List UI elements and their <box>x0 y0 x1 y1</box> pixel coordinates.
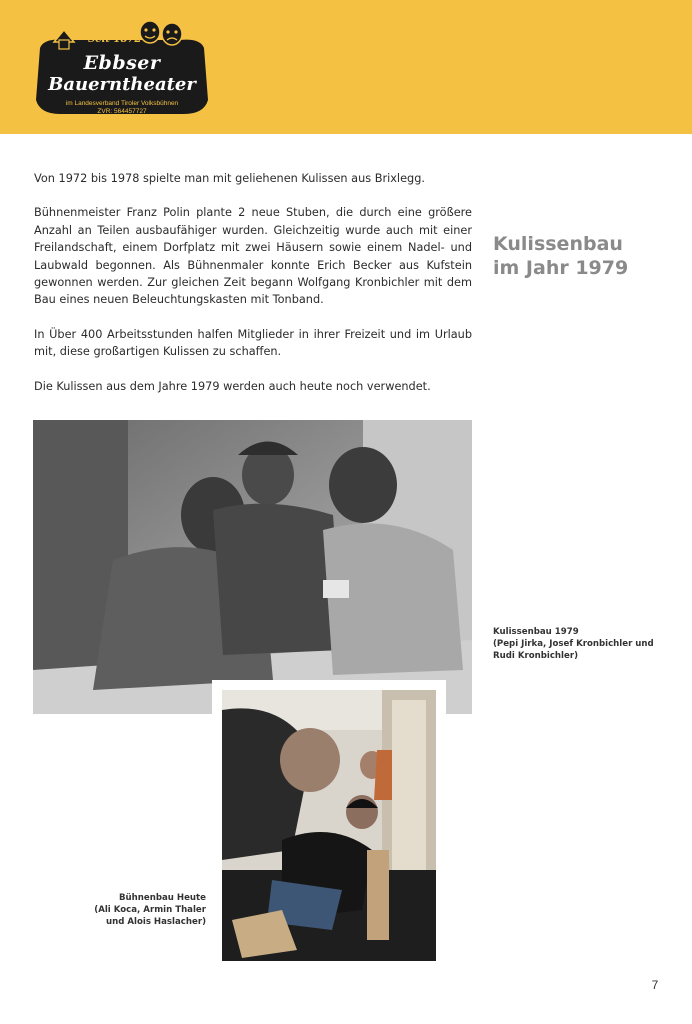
caption-line: (Ali Koca, Armin Thaler <box>94 905 206 916</box>
section-title-line2: im Jahr 1979 <box>493 257 629 279</box>
caption-line: Rudi Kronbichler) <box>493 651 578 662</box>
caption-line: Kulissenbau 1979 <box>493 627 579 637</box>
section-title-line1: Kulissenbau <box>493 233 623 255</box>
logo-affiliation: im Landesverband Tiroler Volksbühnen <box>65 100 179 107</box>
paragraph: In Über 400 Arbeitsstunden halfen Mitglieder in ihrer Freizeit und im Urlaub mit, diese großartigen Kulissen zu schaffen. <box>34 327 472 359</box>
photo1-caption <box>493 626 663 663</box>
logo-registry: ZVR: 564457727 <box>97 108 147 115</box>
paragraph: Von 1972 bis 1978 spielte man mit geliehenen Kulissen aus Brixlegg. <box>34 172 425 185</box>
modern-stage-build-photo <box>222 690 436 961</box>
paragraph: Die Kulissen aus dem Jahre 1979 werden auch heute noch verwendet. <box>34 379 431 393</box>
historic-workshop-photo <box>33 420 472 714</box>
photo2-caption <box>90 892 206 929</box>
logo-name-line2: Bauerntheater <box>48 74 196 95</box>
theater-logo <box>34 18 210 122</box>
logo-since: Seit 1872 <box>88 34 142 45</box>
section-title <box>493 232 673 280</box>
logo-name-line1: Ebbser <box>83 52 161 74</box>
caption-line: und Alois Haslacher) <box>106 917 206 928</box>
paragraph: Bühnenmeister Franz Polin plante 2 neue Stuben, die durch eine größere Anzahl an Teilen ausbaufähiger wurden. Gleichzeitig wurde auch mit einer Freilandschaft, einem Dorfplatz mit zwei Häusern sowie einem Nadel- und Laubwald begonnen. Als Bühnenmaler konnte Erich Becker aus Kufstein gewonnen werden. Zur gleichen Zeit begann Wolfgang Kronbichler mit dem Bau eines neuen Beleuchtungskasten mit Tonband. <box>34 206 472 307</box>
caption-line: Bühnenbau Heute <box>119 893 206 903</box>
page-number: 7 <box>651 978 659 992</box>
article-body <box>34 170 472 412</box>
caption-line: (Pepi Jirka, Josef Kronbichler und <box>493 639 654 650</box>
